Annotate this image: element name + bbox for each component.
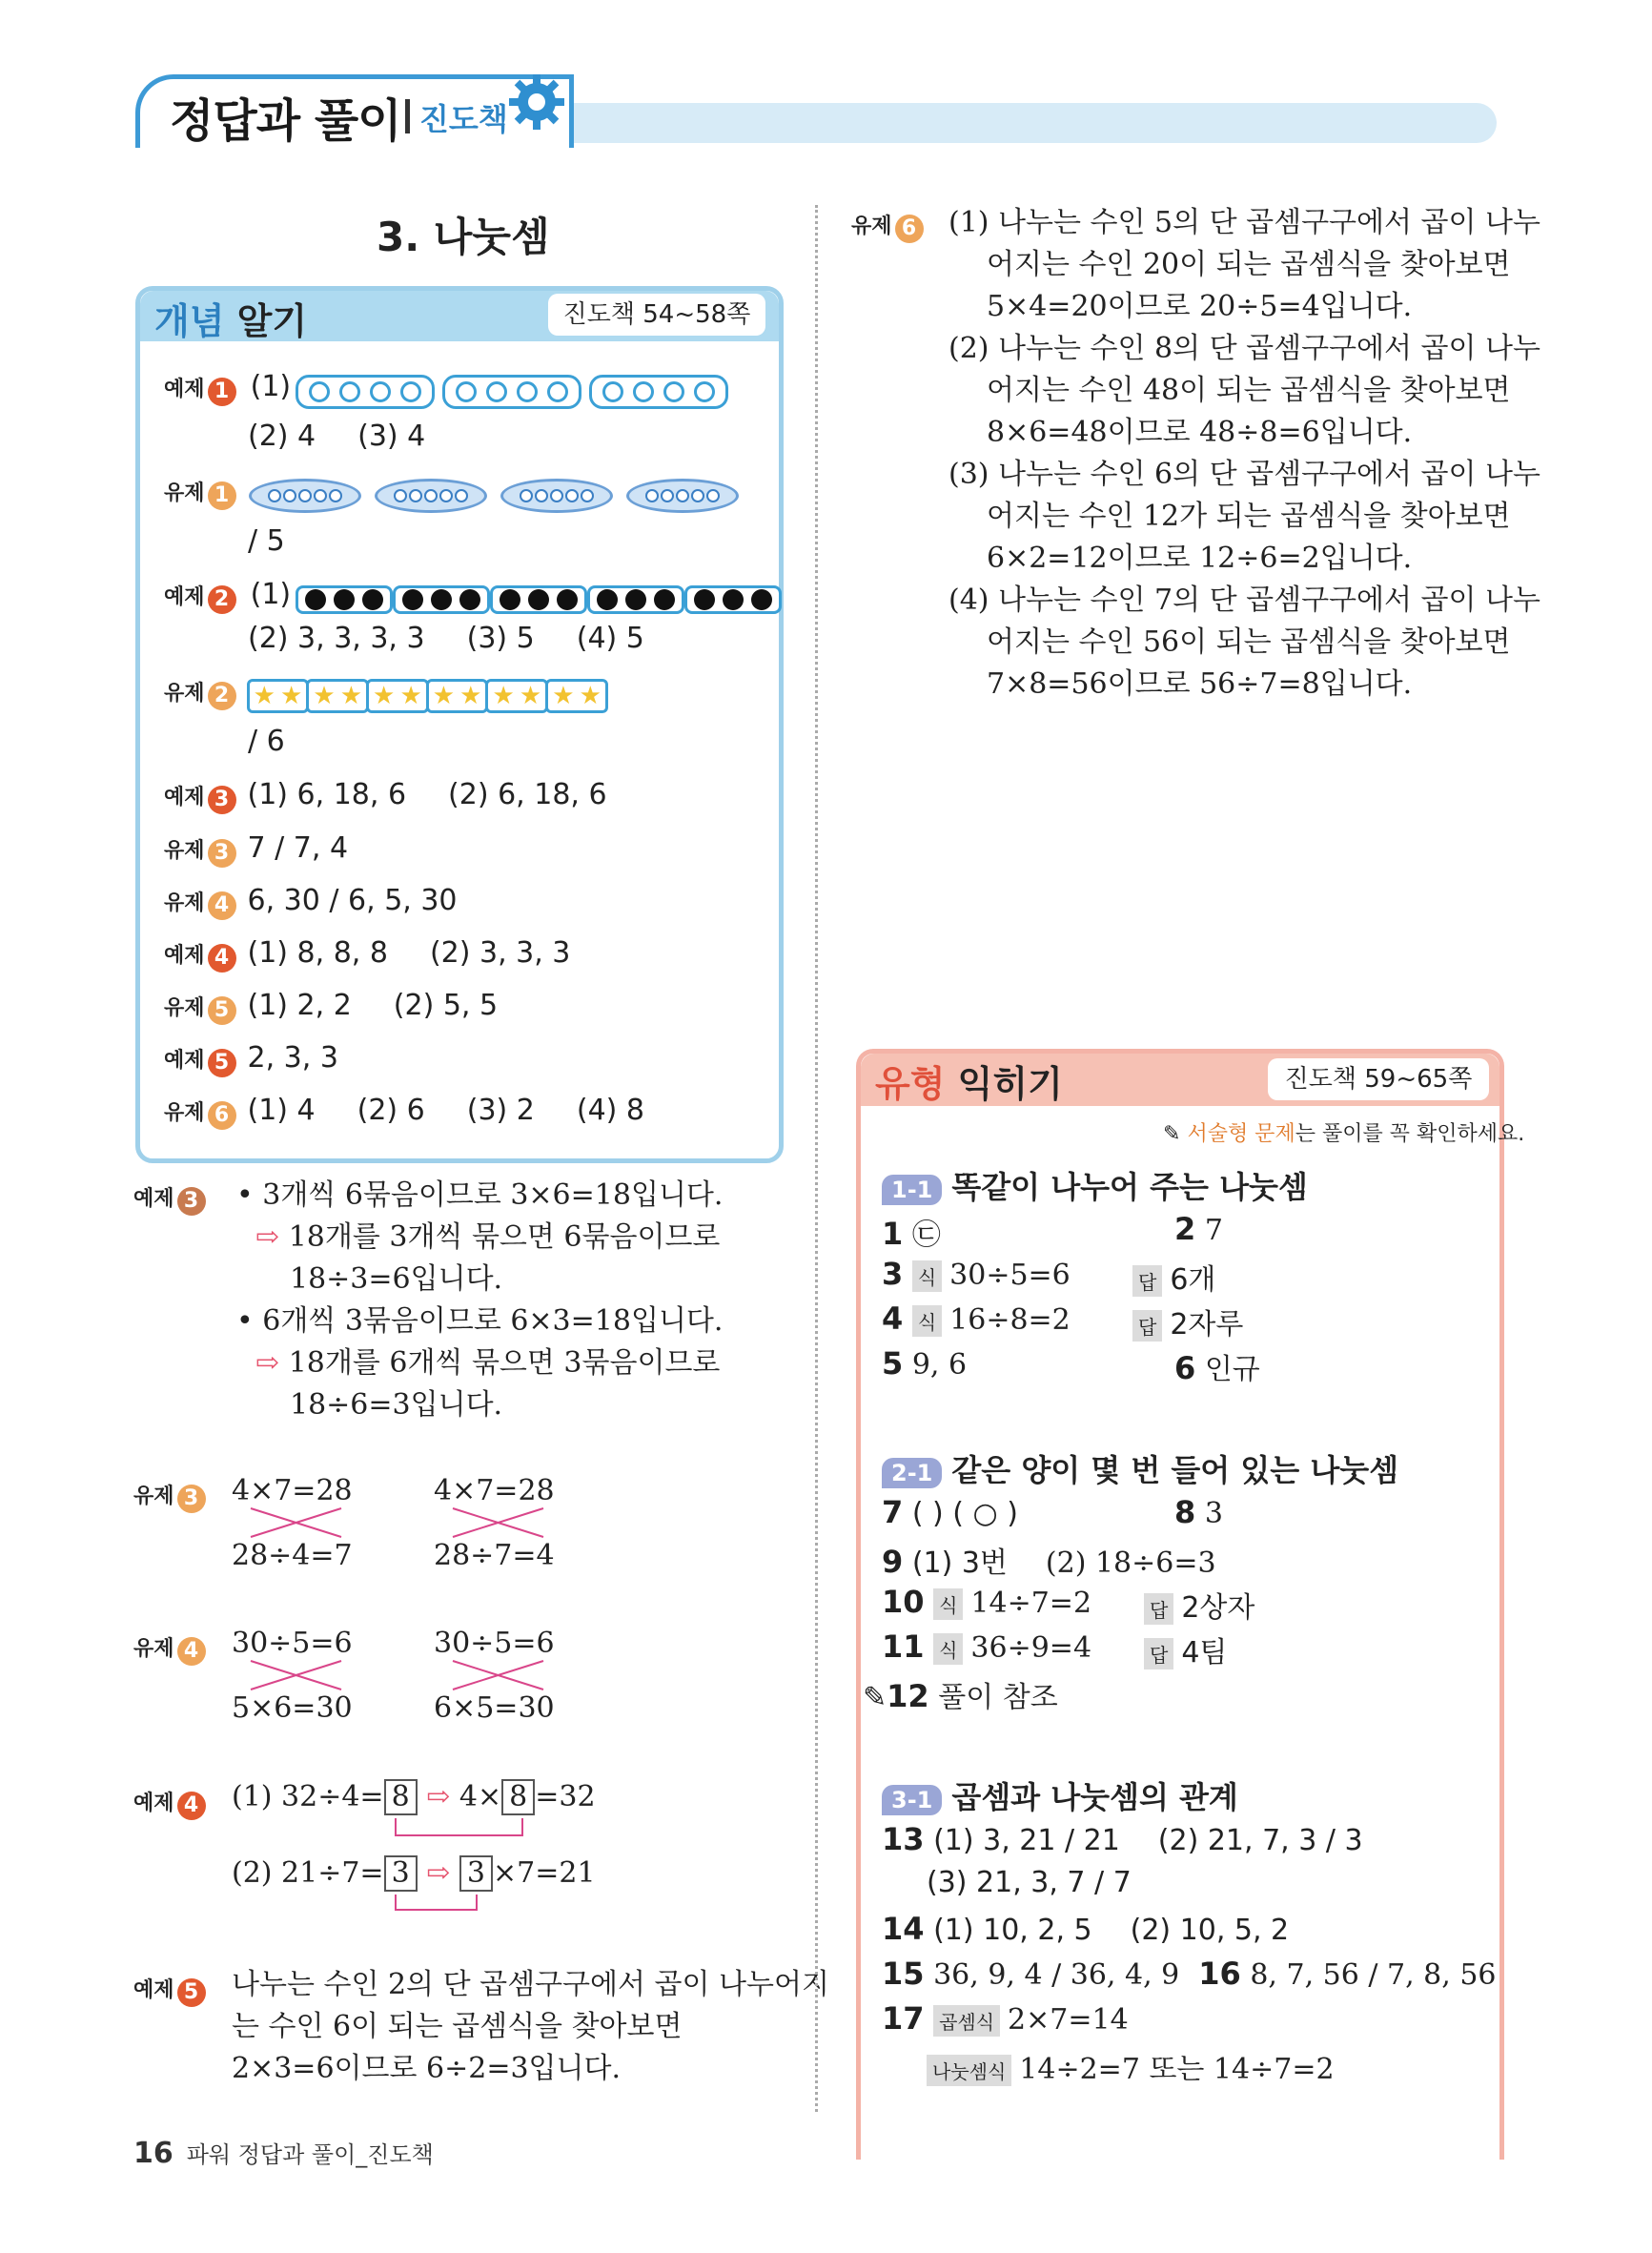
right-yuje6-text: (1) 나누는 수인 5의 단 곱셈구구에서 곱이 나누 어지는 수인 20이 되는 곱셈식을 찾아보면 5×4=20이므로 20÷5=4입니다. (2) 나누는 수인 8의 단 곱셈구구에서 곱이 나누 어지는 수인 48이 되는 곱셈식을 찾아보면 8×6=48이므로 48÷8=6입니다. (3) 나누는 수인 6의 단 곱셈구구에서 곱이 나누 어지는 수인 12가 되는 곱셈식을 찾아보면 6×2=12이므로 12÷6=2입니다. (4) 나누는 수인 7의 단 곱셈구구에서 곱이 나누 어지는 수인 56이 되는 곱셈식을 찾아보면 7×8=56이므로 56÷7=8입니다. xyxy=(948,206,1540,701)
oval-group xyxy=(626,479,739,513)
q7: 7 ( ) ( ○ ) xyxy=(882,1494,1018,1530)
yuje3-row: 유제 3 7 / 7, 4 xyxy=(164,831,348,868)
footer: 16 파워 정답과 풀이_진도책 xyxy=(133,2137,434,2170)
yeje1-row: 예제 1 (1) xyxy=(164,370,736,409)
yeje5-row: 예제 5 2, 3, 3 xyxy=(164,1041,338,1077)
section-2: 2-1 같은 양이 몇 번 들어 있는 나눗셈 xyxy=(882,1446,1398,1490)
yuje5-row: 유제 5 (1) 2, 2 (2) 5, 5 xyxy=(164,989,498,1025)
yeje2-row: 예제 2 (1) xyxy=(164,578,782,614)
q13: 13 (1) 3, 21 / 21 (2) 21, 7, 3 / 3 xyxy=(882,1821,1363,1857)
q4: 4 식 16÷8=2 xyxy=(882,1301,1071,1337)
left-yeje5-label: 예제 5 xyxy=(133,1974,206,2007)
q9: 9 (1) 3번 (2) 18÷6=3 xyxy=(882,1544,1216,1580)
right-yuje6-label: 유제 6 xyxy=(851,210,924,243)
yuje1-answer: / 5 xyxy=(248,524,285,558)
pencil-icon: ✎ xyxy=(863,1681,887,1714)
yuje3-eq-a1: 4×7=28 xyxy=(232,1474,353,1507)
q3: 3 식 30÷5=6 xyxy=(882,1256,1071,1292)
yeje4-line2: (2) 21÷7= 3 ⇨ 3 ×7=21 xyxy=(232,1856,596,1890)
oval-group xyxy=(375,479,487,513)
ring-group xyxy=(442,375,581,409)
yuje3-eq-a2: 28÷4=7 xyxy=(232,1539,353,1572)
q10: 10 식 14÷7=2 xyxy=(882,1584,1092,1620)
q11-answer: 답 4팀 xyxy=(1144,1628,1227,1670)
yeje4-link-lines xyxy=(381,1816,553,1912)
yuje4-row: 유제 4 6, 30 / 6, 5, 30 xyxy=(164,884,458,920)
yuje6-row: 유제 6 (1) 4 (2) 6 (3) 2 (4) 8 xyxy=(164,1094,644,1130)
q6: 6 인규 xyxy=(1174,1350,1260,1386)
left-yeje3-label: 예제 3 xyxy=(133,1182,206,1216)
oval-group xyxy=(249,479,361,513)
q15-16: 15 36, 9, 4 / 36, 4, 9 16 8, 7, 56 / 7, 8, 56 xyxy=(882,1956,1497,1992)
left-yuje3-label: 유제 3 xyxy=(133,1480,206,1513)
yuje4-eq-b1: 30÷5=6 xyxy=(434,1627,555,1660)
section-1: 1-1 똑같이 나누어 주는 나눗셈 xyxy=(882,1163,1308,1207)
yuje3-cross-arrows xyxy=(232,1506,613,1541)
q1: 1 ㉢ xyxy=(882,1216,941,1252)
type-page-ref: 진도책 59~65쪽 xyxy=(1268,1058,1489,1100)
q3-answer: 답 6개 xyxy=(1132,1256,1215,1298)
concept-page-ref: 진도책 54~58쪽 xyxy=(548,294,765,336)
ring-group xyxy=(296,375,435,409)
q12: ✎12 풀이 참조 xyxy=(863,1678,1058,1714)
yeje3-row: 예제 3 (1) 6, 18, 6 (2) 6, 18, 6 xyxy=(164,778,607,814)
pencil-icon: ✎ xyxy=(1163,1122,1181,1146)
note: ✎ 서술형 문제는 풀이를 꼭 확인하세요. xyxy=(1163,1122,1525,1146)
concept-box xyxy=(135,286,784,1163)
q14: 14 (1) 10, 2, 5 (2) 10, 5, 2 xyxy=(882,1911,1290,1947)
q17-b: 나눗셈식 14÷2=7 또는 14÷7=2 xyxy=(927,2045,1335,2087)
q11: 11 식 36÷9=4 xyxy=(882,1628,1092,1665)
yuje1-row: 유제 1 xyxy=(164,477,752,513)
gear-icon xyxy=(507,72,566,132)
yuje2-row: 유제 2 ★ ★ ★ ★ ★ ★ ★ ★ ★ ★ ★ ★ xyxy=(164,677,605,713)
left-yuje4-label: 유제 4 xyxy=(133,1632,206,1666)
q2: 2 7 xyxy=(1174,1211,1223,1247)
yeje4-row: 예제 4 (1) 8, 8, 8 (2) 3, 3, 3 xyxy=(164,936,570,973)
column-divider xyxy=(815,205,818,2112)
yuje4-cross-arrows xyxy=(232,1659,613,1693)
page-subtitle: 진도책 xyxy=(419,101,508,137)
chapter-title: 3. 나눗셈 xyxy=(377,214,550,260)
yuje3-eq-b2: 28÷7=4 xyxy=(434,1539,555,1572)
left-yeje5-text: 나누는 수인 2의 단 곱셈구구에서 곱이 나누어지 는 수인 6이 되는 곱셈식을 찾아보면 2×3=6이므로 6÷2=3입니다. xyxy=(232,1968,829,2085)
yeje4-line1: (1) 32÷4= 8 ⇨ 4× 8 =32 xyxy=(232,1780,596,1813)
yeje2-answer: (2) 3, 3, 3, 3 (3) 5 (4) 5 xyxy=(248,622,644,655)
left-yeje3-text: • 3개씩 6묶음이므로 3×6=18입니다. ⇨ 18개를 3개씩 묶으면 6묶음이므로 18÷3=6입니다. • 6개씩 3묶음이므로 6×3=18입니다. ⇨ 18개를 6개씩 묶으면 3묶음이므로 18÷6=3입니다. xyxy=(236,1178,724,1422)
section-3: 3-1 곱셈과 나눗셈의 관계 xyxy=(882,1773,1238,1817)
page-title: 정답과 풀이 xyxy=(170,94,401,148)
header-separator xyxy=(405,99,410,133)
yuje3-eq-b1: 4×7=28 xyxy=(434,1474,555,1507)
yuje4-eq-a2: 5×6=30 xyxy=(232,1691,353,1725)
oval-group xyxy=(500,479,613,513)
type-title: 유형 익히기 xyxy=(875,1063,1063,1105)
q5: 5 9, 6 xyxy=(882,1345,968,1382)
yuje4-eq-b2: 6×5=30 xyxy=(434,1691,555,1725)
yuje2-answer: / 6 xyxy=(248,725,285,758)
concept-title: 개념 알기 xyxy=(154,300,308,342)
yeje1-answer: (2) 4 (3) 4 xyxy=(248,420,426,453)
q8: 8 3 xyxy=(1174,1494,1223,1530)
q17: 17 곱셈식 2×7=14 xyxy=(882,2000,1129,2037)
q13-c: (3) 21, 3, 7 / 7 xyxy=(927,1866,1132,1899)
ring-group xyxy=(589,375,728,409)
yuje4-eq-a1: 30÷5=6 xyxy=(232,1627,353,1660)
left-yeje4-label: 예제 4 xyxy=(133,1787,206,1820)
q4-answer: 답 2자루 xyxy=(1132,1301,1243,1342)
q10-answer: 답 2상자 xyxy=(1144,1584,1254,1626)
